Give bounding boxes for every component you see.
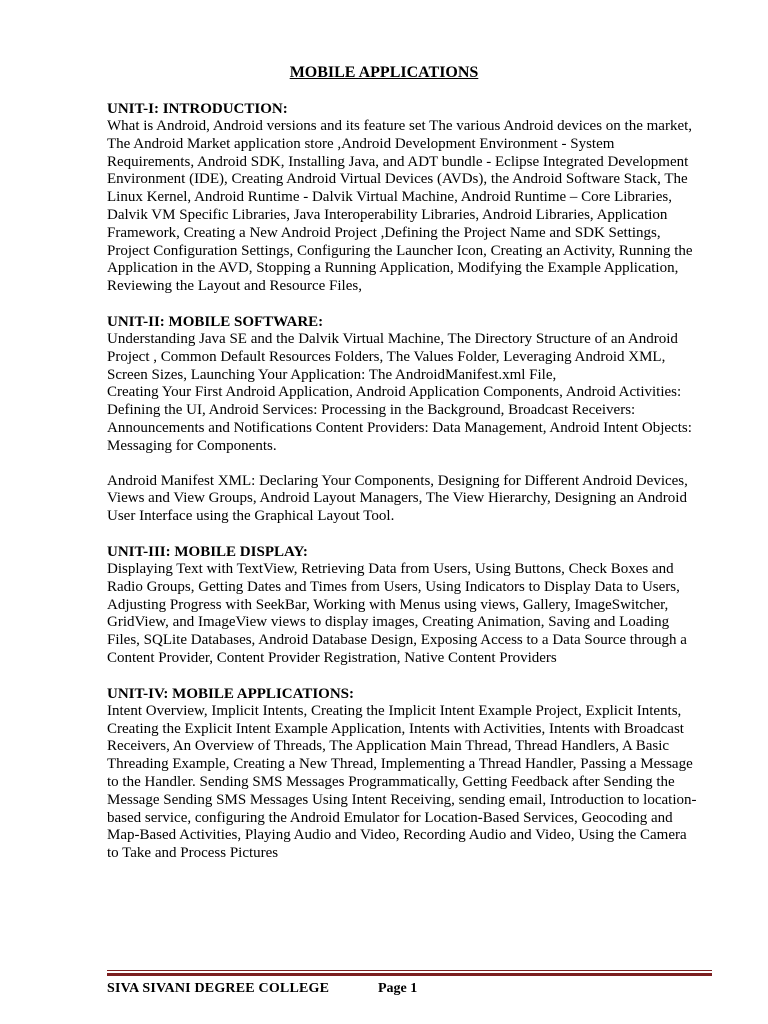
unit-2-heading: UNIT-II: MOBILE SOFTWARE: bbox=[107, 313, 324, 330]
unit-2-paragraph-3: Android Manifest XML: Declaring Your Components, Designing for Different Android Devices, Views and View Groups, Android Layout Managers, The View Hierarchy, Designing an Android User Interface using the Graphical Layout Tool. bbox=[107, 472, 688, 525]
unit-2-section bbox=[107, 313, 702, 526]
document-title: MOBILE APPLICATIONS bbox=[289, 64, 479, 81]
unit-3-heading: UNIT-III: MOBILE DISPLAY: bbox=[107, 543, 308, 560]
footer-divider-thin bbox=[107, 970, 712, 971]
unit-3-section bbox=[107, 543, 702, 668]
unit-1-section bbox=[107, 100, 702, 296]
unit-3-paragraph: Displaying Text with TextView, Retrieving Data from Users, Using Buttons, Check Boxes and Radio Groups, Getting Dates and Times from Users, Using Indicators to Display Data to Users, Adjusting Progress with SeekBar, Working with Menus using views, Gallery, ImageSwitcher, GridView, and ImageView views to display images, Creating Animation, Saving and Loading Files, SQLite Databases, Android Database Design, Exposing Access to a Data Source through a Content Provider, Content Provider Registration, Native Content Providers bbox=[107, 560, 687, 666]
unit-1-paragraph: What is Android, Android versions and its feature set The various Android devices on the market, The Android Market application store ,Android Development Environment - System Requirements, Android SDK, Installing Java, and ADT bundle - Eclipse Integrated Development Environment (IDE), Creating Android Virtual Devices (AVDs), the Android Software Stack, The Linux Kernel, Android Runtime - Dalvik Virtual Machine, Android Runtime – Core Libraries, Dalvik VM Specific Libraries, Java Interoperability Libraries, Android Libraries, Application Framework, Creating a New Android Project ,Defining the Project Name and SDK Settings, Project Configuration Settings, Configuring the Launcher Icon, Creating an Activity, Running the Application in the AVD, Stopping a Running Application, Modifying the Example Application, Reviewing the Layout and Resource Files, bbox=[107, 118, 693, 295]
unit-4-paragraph: Intent Overview, Implicit Intents, Creating the Implicit Intent Example Project, Explicit Intents, Creating the Explicit Intent Example Application, Intents with Activities, Intents with Broadcast Receivers, An Overview of Threads, The Application Main Thread, Thread Handlers, A Basic Threading Example, Creating a New Thread, Implementing a Thread Handler, Passing a Message to the Handler. Sending SMS Messages Programmatically, Getting Feedback after Sending the Message Sending SMS Messages Using Intent Receiving, sending email, Introduction to location-based service, configuring the Android Emulator for Location-Based Services, Geocoding and Map-Based Activities, Playing Audio and Video, Recording Audio and Video, Using the Camera to Take and Process Pictures bbox=[107, 702, 697, 862]
unit-4-heading: UNIT-IV: MOBILE APPLICATIONS: bbox=[107, 685, 354, 702]
footer-page-number: Page 1 bbox=[378, 981, 418, 996]
unit-2-paragraph-2: Creating Your First Android Application, Android Application Components, Android Activities: Defining the UI, Android Services: Processing in the Background, Broadcast Receivers: Announcements and Notifications Content Providers: Data Management, Android Intent Objects: Messaging for Components. bbox=[107, 384, 692, 454]
unit-4-section bbox=[107, 685, 702, 863]
unit-1-heading: UNIT-I: INTRODUCTION: bbox=[107, 101, 288, 117]
page-footer bbox=[107, 980, 712, 1000]
footer-college-name: SIVA SIVANI DEGREE COLLEGE bbox=[107, 981, 330, 996]
footer-divider-thick bbox=[107, 973, 712, 976]
unit-2-paragraph-1: Understanding Java SE and the Dalvik Virtual Machine, The Directory Structure of an Android Project , Common Default Resources Folders, The Values Folder, Leveraging Android XML, Screen Sizes, Launching Your Application: The AndroidManifest.xml File, bbox=[107, 330, 678, 383]
document-body bbox=[107, 100, 702, 880]
